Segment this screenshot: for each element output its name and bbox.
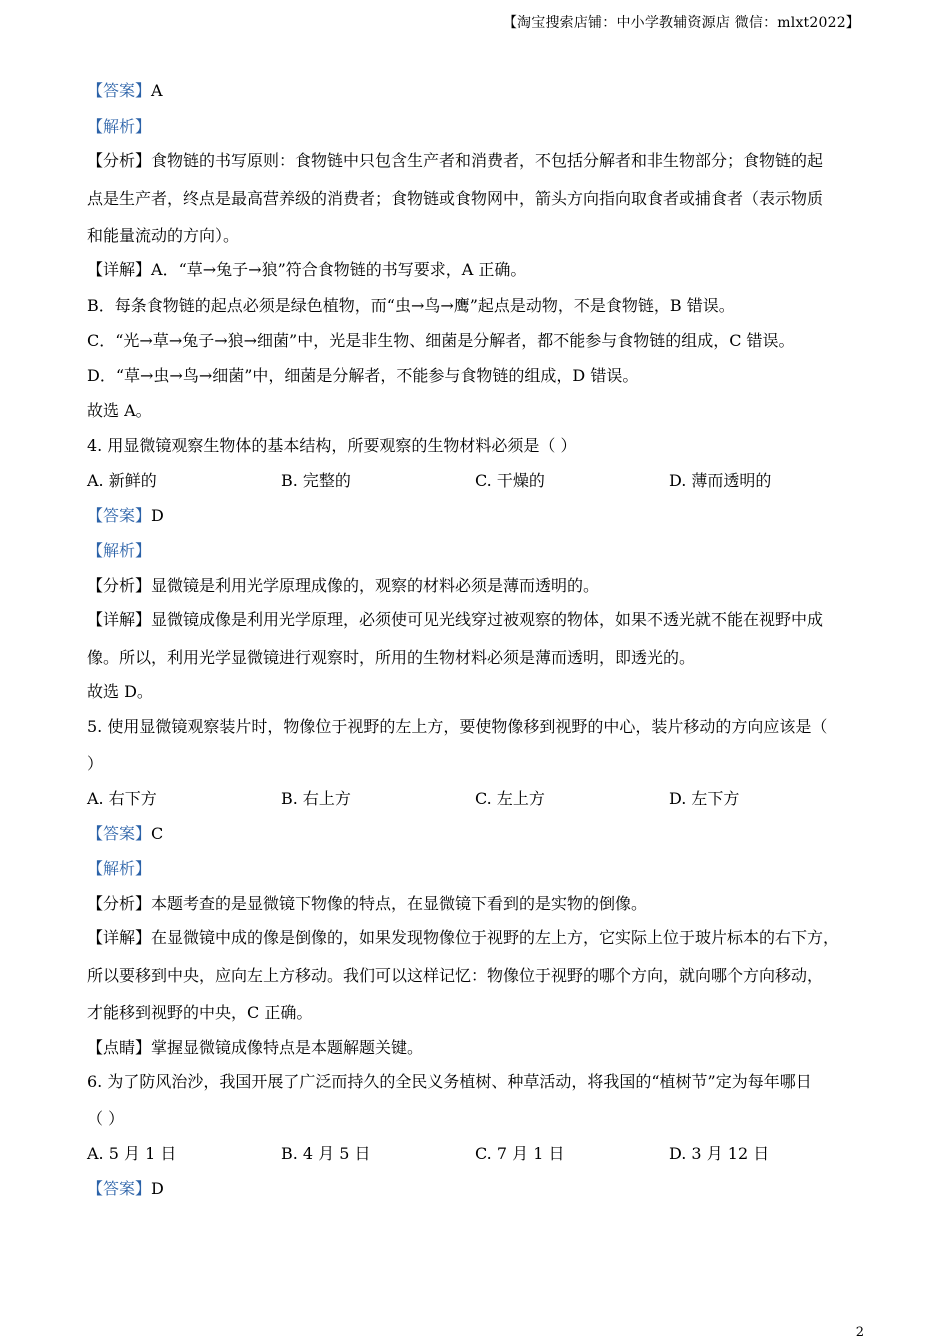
q3-analysis-line-2: 点是生产者，终点是最高营养级的消费者；食物链或食物网中，箭头方向指向取食者或捕食者（表示物质	[87, 189, 824, 208]
q3-detail-line-1: 【详解】A．“草→兔子→狼”符合食物链的书写要求，A 正确。	[87, 260, 527, 279]
q5-option-c: C. 左上方	[475, 789, 545, 808]
q6-answer-line: 【答案】D	[87, 1179, 164, 1198]
q4-explain-line: 【解析】	[87, 541, 152, 560]
q5-answer-line: 【答案】C	[87, 824, 164, 843]
q4-conclusion: 故选 D。	[87, 682, 153, 701]
analysis-tag: 【分析】	[87, 151, 152, 170]
q3-detail-line-2: B．每条食物链的起点必须是绿色植物，而“虫→鸟→鹰”起点是动物，不是食物链，B 错误。	[87, 296, 735, 315]
q3-detail-line-4: D．“草→虫→鸟→细菌”中，细菌是分解者，不能参与食物链的组成，D 错误。	[87, 366, 639, 385]
q3-conclusion: 故选 A。	[87, 401, 152, 420]
q6-option-b: B. 4 月 5 日	[281, 1144, 371, 1163]
q5-explain-line: 【解析】	[87, 859, 152, 878]
q3-answer: A	[151, 81, 163, 100]
q4-option-c: C. 干燥的	[475, 471, 545, 490]
q4-option-b: B. 完整的	[281, 471, 351, 490]
q3-explain-line	[87, 117, 151, 137]
q6-stem-line-1: 6. 为了防风治沙，我国开展了广泛而持久的全民义务植树、种草活动，将我国的“植树节”定为每年哪日	[87, 1072, 812, 1091]
explain-tag: 【解析】	[87, 117, 152, 136]
q6-option-c: C. 7 月 1 日	[475, 1144, 565, 1163]
q4-detail-line-2: 像。所以，利用光学显微镜进行观察时，所用的生物材料必须是薄而透明，即透光的。	[87, 648, 696, 667]
q6-option-d: D. 3 月 12 日	[669, 1144, 770, 1163]
q4-detail-line-1: 【详解】显微镜成像是利用光学原理，必须使可见光线穿过被观察的物体，如果不透光就不能在视野中成	[87, 610, 824, 629]
q5-stem-line-2: ）	[87, 754, 104, 773]
q5-detail-line-3: 才能移到视野的中央，C 正确。	[87, 1003, 313, 1022]
q5-analysis: 【分析】本题考查的是显微镜下物像的特点，在显微镜下看到的是实物的倒像。	[87, 894, 648, 913]
q3-answer-line	[87, 81, 163, 101]
q3-detail-line-3: C．“光→草→兔子→狼→细菌”中，光是非生物、细菌是分解者，都不能参与食物链的组成，C 错误。	[87, 331, 795, 350]
page-number: 2	[855, 1325, 864, 1340]
q3-analysis-line-1: 【分析】食物链的书写原则：食物链中只包含生产者和消费者，不包括分解者和非生物部分；食物链的起	[87, 151, 824, 170]
q4-answer: D	[151, 506, 164, 525]
q4-option-d: D. 薄而透明的	[669, 471, 772, 490]
q5-option-d: D. 左下方	[669, 789, 740, 808]
q4-stem: 4. 用显微镜观察生物体的基本结构，所要观察的生物材料必须是（ ）	[87, 436, 577, 455]
q5-answer: C	[151, 824, 164, 843]
q5-comment: 【点睛】掌握显微镜成像特点是本题解题关键。	[87, 1038, 424, 1057]
q5-option-b: B. 右上方	[281, 789, 351, 808]
q4-option-a: A. 新鲜的	[87, 471, 157, 490]
answer-tag: 【答案】	[87, 81, 152, 100]
detail-tag: 【详解】	[87, 260, 152, 279]
q6-stem-line-2: （ ）	[87, 1109, 125, 1128]
q6-option-a: A. 5 月 1 日	[87, 1144, 177, 1163]
q4-answer-line: 【答案】D	[87, 506, 164, 525]
q5-option-a: A. 右下方	[87, 789, 157, 808]
q5-detail-line-1: 【详解】在显微镜中成的像是倒像的，如果发现物像位于视野的左上方，它实际上位于玻片标本的右下方，	[87, 928, 840, 947]
q5-detail-line-2: 所以要移到中央，应向左上方移动。我们可以这样记忆：物像位于视野的哪个方向，就向哪个方向移动，	[87, 966, 824, 985]
q5-stem-line-1: 5. 使用显微镜观察装片时，物像位于视野的左上方，要使物像移到视野的中心，装片移动的方向应该是（	[87, 717, 828, 736]
q3-analysis-line-3: 和能量流动的方向）。	[87, 226, 240, 245]
page-header: 【淘宝搜索店铺：中小学教辅资源店 微信：mlxt2022】	[502, 15, 860, 31]
q4-analysis: 【分析】显微镜是利用光学原理成像的，观察的材料必须是薄而透明的。	[87, 576, 600, 595]
q6-answer: D	[151, 1179, 164, 1198]
comment-tag: 【点睛】	[87, 1038, 152, 1057]
